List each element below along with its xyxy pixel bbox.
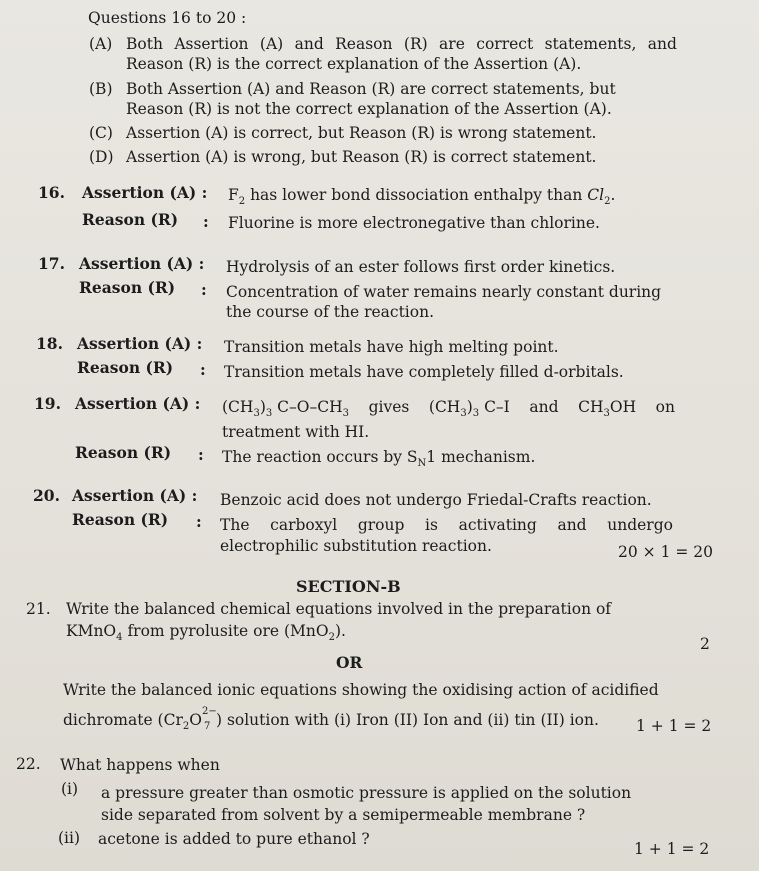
option-a-word: Reason [335, 35, 393, 53]
q18-reason-label: Reason (R) [77, 358, 174, 377]
q22-stem: What happens when [60, 756, 220, 774]
q22-item-ii-line1: acetone is added to pure ethanol ? [98, 830, 370, 848]
q19-number: 19. [34, 394, 61, 413]
q21-alt-line1: Write the balanced ionic equations showing the oxidising action of acidified [63, 681, 659, 699]
q18-number: 18. [36, 334, 63, 353]
q22-item-i-line1: a pressure greater than osmotic pressure is applied on the solution [101, 784, 632, 802]
q18-assertion-label: Assertion (A) : [77, 334, 203, 353]
q19-word-and: and [529, 398, 559, 416]
instructions-heading: Questions 16 to 20 : [88, 9, 247, 27]
q21-or: OR [336, 653, 363, 672]
q17-reason-colon: : [201, 280, 207, 299]
q18-assertion: Transition metals have high melting point. [224, 338, 559, 356]
q19-reason: The reaction occurs by $S_N1$ mechanism. [222, 448, 536, 470]
q17-reason-line2: the course of the reaction. [226, 303, 435, 321]
q20-marks: 20 × 1 = 20 [618, 543, 713, 561]
q22-number: 22. [16, 755, 41, 773]
option-a-word: statements, [544, 35, 637, 53]
q21-line1: Write the balanced chemical equations involved in the preparation of [66, 600, 612, 618]
q20-reason-label: Reason (R) [72, 510, 169, 529]
q20-reason-word: carboxyl [270, 516, 338, 534]
option-a-word: (A) [259, 35, 284, 53]
option-a-line2: Reason (R) is the correct explanation of the Assertion (A). [126, 55, 582, 73]
q22-marks: 1 + 1 = 2 [634, 840, 710, 858]
q19-word-gives: gives [368, 398, 410, 416]
q18-reason-colon: : [200, 360, 206, 379]
option-a-word: (R) [403, 35, 428, 53]
q17-assertion-label: Assertion (A) : [79, 254, 205, 273]
q17-reason-line1: Concentration of water remains nearly constant during [226, 283, 662, 301]
option-c-label: (C) [89, 124, 113, 142]
q17-assertion: Hydrolysis of an ester follows first order kinetics. [226, 258, 616, 276]
q20-reason-word: undergo [607, 516, 673, 534]
q21-alt-marks: 1 + 1 = 2 [636, 717, 712, 735]
q19-product-2: $CH_3OH$ [578, 398, 637, 420]
q16-reason: Fluorine is more electronegative than chlorine. [228, 214, 600, 232]
q21-marks: 2 [700, 635, 710, 653]
q20-assertion-label: Assertion (A) : [72, 486, 198, 505]
q19-reason-label: Reason (R) [75, 443, 172, 462]
section-b-heading: SECTION-B [296, 577, 401, 596]
q19-assertion-line2: treatment with HI. [222, 423, 370, 441]
q21-alt-line2: dichromate ($Cr_2O$ 2− 7 ) solution with (i) Iron (II) Ion and (ii) tin (II) ion. [63, 706, 599, 733]
q20-reason-line1 [220, 516, 673, 535]
q19-assertion-label: Assertion (A) : [75, 394, 201, 413]
q16-assertion-label: Assertion (A) : [82, 183, 208, 202]
q16-number: 16. [38, 183, 65, 202]
q18-reason: Transition metals have completely filled d-orbitals. [224, 363, 624, 381]
option-a-label: (A) [89, 35, 113, 53]
q19-word-on: on [655, 398, 675, 416]
q20-reason-word: and [557, 516, 587, 534]
q17-number: 17. [38, 254, 65, 273]
option-b-line1: Both Assertion (A) and Reason (R) are correct statements, but [126, 80, 616, 98]
q21-line2: KMnO$_4$ from pyrolusite ore (MnO$_2$). [66, 622, 346, 644]
option-b-line2: Reason (R) is not the correct explanation of the Assertion (A). [126, 100, 612, 118]
option-d-label: (D) [89, 148, 114, 166]
q22-item-i-line2: side separated from solvent by a semipermeable membrane ? [101, 806, 586, 824]
option-a-word: and [647, 35, 677, 53]
option-a-word: correct [476, 35, 534, 53]
q22-item-ii-label: (ii) [58, 829, 81, 847]
q20-assertion: Benzoic acid does not undergo Friedal-Crafts reaction. [220, 491, 652, 509]
q19-reactant: $(CH_3)_3$ $C-O-CH_3$ [222, 398, 349, 420]
option-a-word: are [439, 35, 465, 53]
q20-reason-line2: electrophilic substitution reaction. [220, 537, 492, 555]
q20-number: 20. [33, 486, 60, 505]
q19-product-1: $(CH_3)_3$ C–I [428, 398, 510, 420]
option-c-text: Assertion (A) is correct, but Reason (R) is wrong statement. [126, 124, 597, 142]
q20-reason-word: The [220, 516, 250, 534]
q22-item-i-label: (i) [61, 780, 79, 798]
option-a-word: Assertion [174, 35, 249, 53]
q17-reason-label: Reason (R) [79, 278, 176, 297]
option-a-line1 [126, 35, 677, 54]
q16-assertion: $F_2$ has lower bond dissociation enthalpy than $Cl_2$. [228, 186, 616, 208]
q21-number: 21. [26, 600, 51, 618]
option-d-text: Assertion (A) is wrong, but Reason (R) is correct statement. [126, 148, 597, 166]
option-a-word: and [294, 35, 324, 53]
q16-reason-colon: : [203, 212, 209, 231]
option-b-label: (B) [89, 80, 113, 98]
option-a-word: Both [126, 35, 163, 53]
q20-reason-colon: : [196, 512, 202, 531]
q19-assertion-line1 [222, 398, 675, 420]
q19-reason-colon: : [198, 445, 204, 464]
q20-reason-word: is [425, 516, 438, 534]
q20-reason-word: group [357, 516, 405, 534]
q20-reason-word: activating [458, 516, 537, 534]
q16-reason-label: Reason (R) [82, 210, 179, 229]
